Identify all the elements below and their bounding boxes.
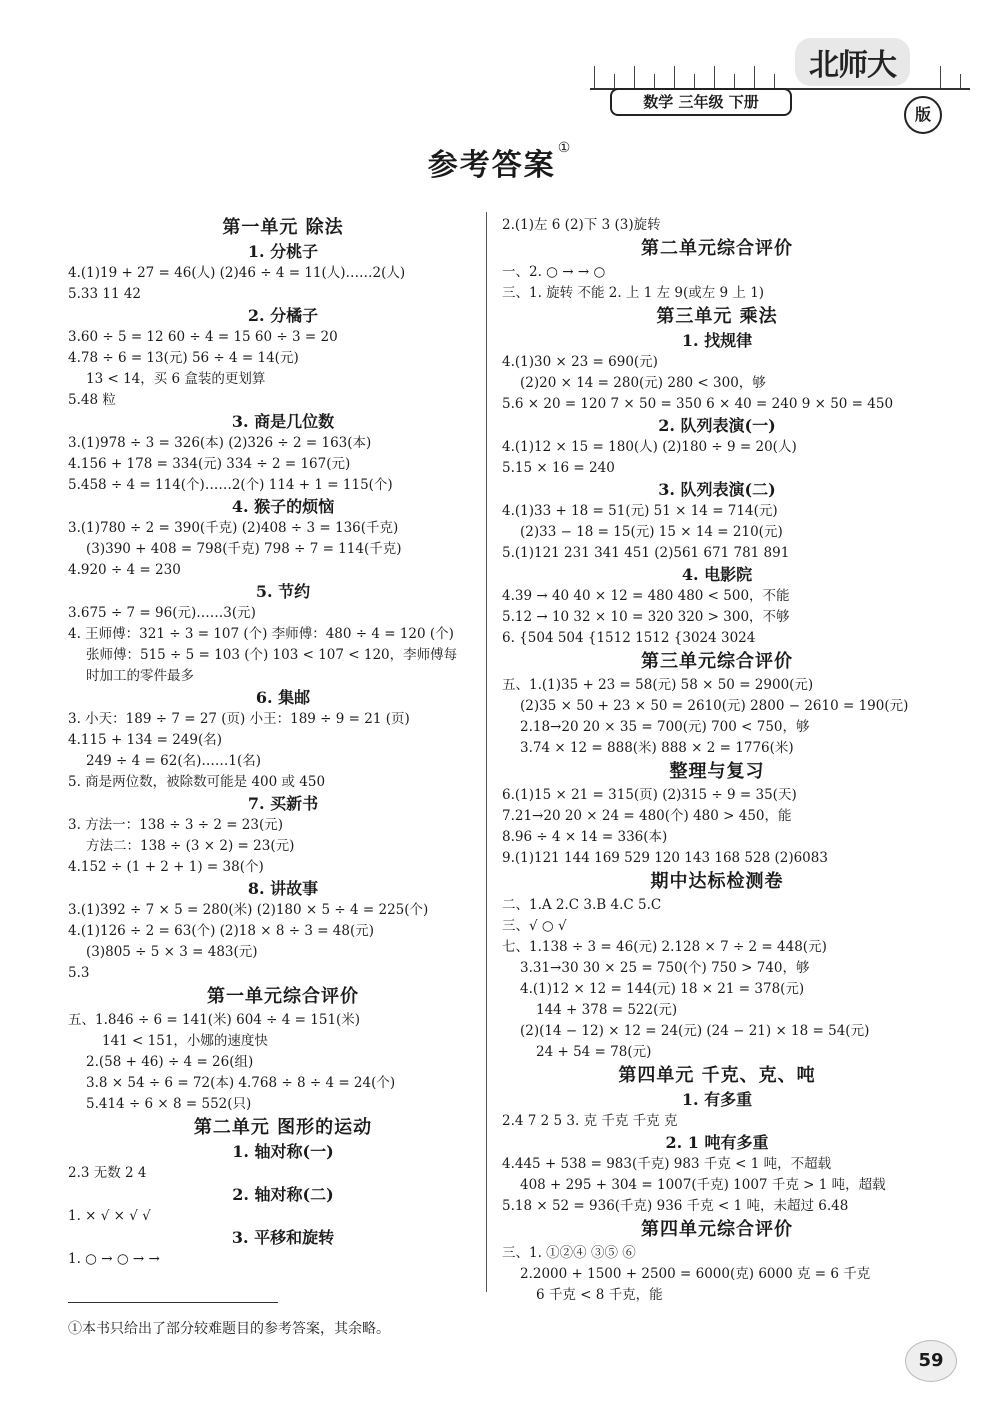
answer-line: 9.(1)121 144 169 529 120 143 168 528 (2)6083 (502, 850, 828, 866)
lesson-heading: 1. 分桃子 (247, 242, 319, 261)
answer-line: 3. 小天：189 ÷ 7 = 27 (页) 小王：189 ÷ 9 = 21 (页) (68, 711, 410, 727)
answer-line: 三、1. 旋转 不能 2. 上 1 左 9(或左 9 上 1) (502, 285, 765, 301)
answer-line: 张师傅：515 ÷ 5 = 103 (个) 103 < 107 < 120，李师傅每 (86, 647, 458, 663)
subject-label: 数学 三年级 下册 (610, 88, 792, 116)
answer-line: 4. 王师傅：321 ÷ 3 = 107 (个) 李师傅：480 ÷ 4 = 120 (个) (68, 626, 454, 642)
lesson-heading: 3. 队列表演(二) (658, 480, 776, 499)
answer-line: 5.3 (68, 965, 90, 981)
answer-line: 5.(1)121 231 341 451 (2)561 671 781 891 (502, 545, 790, 561)
answer-line: 方法二：138 ÷ (3 × 2) = 23(元) (86, 838, 295, 854)
brand-logo: 北师大 (795, 38, 910, 86)
answer-line: 4.78 ÷ 6 = 13(元) 56 ÷ 4 = 14(元) (68, 350, 299, 366)
title-footnote-mark: ① (557, 140, 573, 156)
unit-heading: 第一单元综合评价 (207, 986, 359, 1007)
answer-column-left (68, 215, 498, 1270)
answer-line: 5.6 × 20 = 120 7 × 50 = 350 6 × 40 = 240 9 × 50 = 450 (502, 396, 894, 412)
answer-line: 5.458 ÷ 4 = 114(个)……2(个) 114 + 1 = 115(个) (68, 477, 393, 493)
answer-line: 三、√ ○ √ (502, 918, 567, 934)
ruler-tick (614, 74, 615, 88)
answer-line: (2)20 × 14 = 280(元) 280 < 300，够 (520, 375, 766, 391)
answer-line: 4.152 ÷ (1 + 2 + 1) = 38(个) (68, 859, 264, 875)
page-title-text: 参考答案 (427, 148, 556, 183)
book-header (590, 30, 970, 124)
answer-line: 3.675 ÷ 7 = 96(元)……3(元) (68, 605, 256, 621)
answer-line: 五、1.846 ÷ 6 = 141(米) 604 ÷ 4 = 151(米) (68, 1012, 361, 1028)
lesson-heading: 3. 平移和旋转 (231, 1228, 335, 1247)
answer-line: 4.39 → 40 40 × 12 = 480 480 < 500，不能 (502, 588, 790, 604)
answer-line: 4.(1)19 + 27 = 46(人) (2)46 ÷ 4 = 11(人)……2(人) (68, 265, 406, 281)
answer-line: 6. {504 504 {1512 1512 {3024 3024 (502, 630, 756, 646)
unit-heading: 第四单元综合评价 (641, 1219, 793, 1240)
footnote-rule (68, 1302, 278, 1303)
answer-line: 3.(1)978 ÷ 3 = 326(本) (2)326 ÷ 2 = 163(本) (68, 435, 372, 451)
lesson-heading: 2. 轴对称(二) (232, 1185, 334, 1204)
answer-line: 4.(1)126 ÷ 2 = 63(个) (2)18 × 8 ÷ 3 = 48(元) (68, 923, 375, 939)
answer-line: 6.(1)15 × 21 = 315(页) (2)315 ÷ 9 = 35(天) (502, 787, 797, 803)
answer-line: (2)(14 − 12) × 12 = 24(元) (24 − 21) × 18 = 54(元) (520, 1023, 870, 1039)
answer-line: 1. ○ → ○ → → (68, 1251, 160, 1267)
lesson-heading: 7. 买新书 (247, 794, 319, 813)
lesson-heading: 4. 电影院 (681, 565, 753, 584)
unit-heading: 期中达标检测卷 (650, 871, 784, 892)
ruler-tick (734, 74, 735, 88)
answer-line: 5. 商是两位数，被除数可能是 400 或 450 (68, 774, 326, 790)
answer-line: 1. × √ × √ √ (68, 1208, 151, 1224)
answer-line: 4.920 ÷ 4 = 230 (68, 562, 181, 578)
answer-line: 3. 方法一：138 ÷ 3 ÷ 2 = 23(元) (68, 817, 284, 833)
answer-line: 5.18 × 52 = 936(千克) 936 千克 < 1 吨，未超过 6.48 (502, 1198, 849, 1214)
answer-line: (2)33 − 18 = 15(元) 15 × 14 = 210(元) (520, 524, 783, 540)
lesson-heading: 1. 有多重 (681, 1090, 753, 1109)
answer-line: 五、1.(1)35 + 23 = 58(元) 58 × 50 = 2900(元) (502, 677, 814, 693)
answer-line: 4.156 + 178 = 334(元) 334 ÷ 2 = 167(元) (68, 456, 351, 472)
lesson-heading: 6. 集邮 (255, 688, 311, 707)
edition-badge: 版 (904, 96, 942, 134)
answer-line: 3.60 ÷ 5 = 12 60 ÷ 4 = 15 60 ÷ 3 = 20 (68, 329, 338, 345)
answer-line: 4.(1)33 + 18 = 51(元) 51 × 14 = 714(元) (502, 503, 778, 519)
answer-line: 4.115 + 134 = 249(名) (68, 732, 223, 748)
footnote: ①本书只给出了部分较难题目的参考答案，其余略。 (68, 1321, 390, 1337)
unit-heading: 第四单元 千克、克、吨 (618, 1065, 816, 1086)
unit-heading: 第二单元 图形的运动 (193, 1117, 373, 1138)
ruler-tick (594, 66, 595, 88)
lesson-heading: 1. 轴对称(一) (232, 1142, 334, 1161)
ruler-tick (634, 66, 635, 88)
unit-heading: 第一单元 除法 (222, 217, 344, 238)
answer-line: 408 + 295 + 304 = 1007(千克) 1007 千克 > 1 吨，超载 (520, 1177, 886, 1193)
answer-line: 13 < 14，买 6 盒装的更划算 (86, 371, 266, 387)
answer-line: 2.(1)左 6 (2)下 3 (3)旋转 (502, 217, 661, 233)
answer-line: 5.12 → 10 32 × 10 = 320 320 > 300，不够 (502, 609, 790, 625)
answer-line: 5.414 ÷ 6 × 8 = 552(只) (86, 1096, 252, 1112)
answer-line: 4.(1)12 × 12 = 144(元) 18 × 21 = 378(元) (520, 981, 805, 997)
answer-line: 4.(1)30 × 23 = 690(元) (502, 354, 658, 370)
ruler-tick (754, 66, 755, 88)
answer-line: 3.(1)780 ÷ 2 = 390(千克) (2)408 ÷ 3 = 136(千克) (68, 520, 399, 536)
answer-line: 2.2000 + 1500 + 2500 = 6000(克) 6000 克 = 6 千克 (520, 1266, 871, 1282)
answer-line: 2.3 无数 2 4 (68, 1165, 147, 1181)
answer-line: 6 千克 < 8 千克，能 (536, 1287, 663, 1303)
ruler-tick (774, 74, 775, 88)
answer-line: 4.445 + 538 = 983(千克) 983 千克 < 1 吨，不超载 (502, 1156, 832, 1172)
answer-line: 7.21→20 20 × 24 = 480(个) 480 > 450，能 (502, 808, 792, 824)
lesson-heading: 3. 商是几位数 (231, 412, 335, 431)
ruler-tick (714, 66, 715, 88)
answer-line: 3.(1)392 ÷ 7 × 5 = 280(米) (2)180 × 5 ÷ 4 = 225(个) (68, 902, 429, 918)
answer-line: 2.18→20 20 × 35 = 700(元) 700 < 750，够 (520, 719, 810, 735)
lesson-heading: 5. 节约 (255, 582, 311, 601)
answer-line: 4.(1)12 × 15 = 180(人) (2)180 ÷ 9 = 20(人) (502, 439, 797, 455)
answer-line: 249 ÷ 4 = 62(名)……1(名) (86, 753, 261, 769)
unit-heading: 第二单元综合评价 (641, 238, 793, 259)
column-divider (486, 212, 487, 1292)
lesson-heading: 2. 1 吨有多重 (665, 1133, 769, 1152)
answer-line: 5.33 11 42 (68, 286, 141, 302)
page-title (0, 140, 1000, 184)
answer-line: 二、1.A 2.C 3.B 4.C 5.C (502, 897, 662, 913)
answer-line: 5.48 粒 (68, 392, 116, 408)
answer-line: 2.(58 + 46) ÷ 4 = 26(组) (86, 1054, 254, 1070)
answer-line: 141 < 151，小娜的速度快 (102, 1033, 268, 1049)
answer-column-right (502, 215, 932, 1306)
unit-heading: 第三单元 乘法 (656, 306, 778, 327)
lesson-heading: 2. 队列表演(一) (658, 416, 776, 435)
unit-heading: 第三单元综合评价 (641, 651, 793, 672)
page-number: 59 (905, 1340, 957, 1382)
ruler-tick (674, 66, 675, 88)
answer-line: 24 + 54 = 78(元) (536, 1044, 652, 1060)
answer-line: (3)805 ÷ 5 × 3 = 483(元) (86, 944, 258, 960)
ruler-tick (940, 66, 941, 88)
lesson-heading: 4. 猴子的烦恼 (231, 497, 335, 516)
ruler-tick (960, 74, 961, 88)
answer-line: 5.15 × 16 = 240 (502, 460, 615, 476)
answer-line: (3)390 + 408 = 798(千克) 798 ÷ 7 = 114(千克) (86, 541, 402, 557)
lesson-heading: 1. 找规律 (681, 331, 753, 350)
answer-line: (2)35 × 50 + 23 × 50 = 2610(元) 2800 − 2610 = 190(元) (520, 698, 909, 714)
answer-line: 三、1. ①②④ ③⑤ ⑥ (502, 1245, 636, 1261)
answer-line: 一、2. ○ → → ○ (502, 264, 606, 280)
unit-heading: 整理与复习 (669, 761, 765, 782)
ruler-tick (694, 74, 695, 88)
answer-line: 3.8 × 54 ÷ 6 = 72(本) 4.768 ÷ 8 ÷ 4 = 24(个) (86, 1075, 396, 1091)
lesson-heading: 2. 分橘子 (247, 306, 319, 325)
lesson-heading: 8. 讲故事 (247, 879, 319, 898)
answer-line: 8.96 ÷ 4 × 14 = 336(本) (502, 829, 668, 845)
answer-line: 3.74 × 12 = 888(米) 888 × 2 = 1776(米) (520, 740, 794, 756)
ruler-tick (654, 74, 655, 88)
answer-line: 144 + 378 = 522(元) (536, 1002, 678, 1018)
answer-line: 七、1.138 ÷ 3 = 46(元) 2.128 × 7 ÷ 2 = 448(元) (502, 939, 827, 955)
answer-line: 时加工的零件最多 (86, 668, 194, 684)
answer-line: 3.31→30 30 × 25 = 750(个) 750 > 740，够 (520, 960, 810, 976)
answer-line: 2.4 7 2 5 3. 克 千克 千克 克 (502, 1113, 678, 1129)
